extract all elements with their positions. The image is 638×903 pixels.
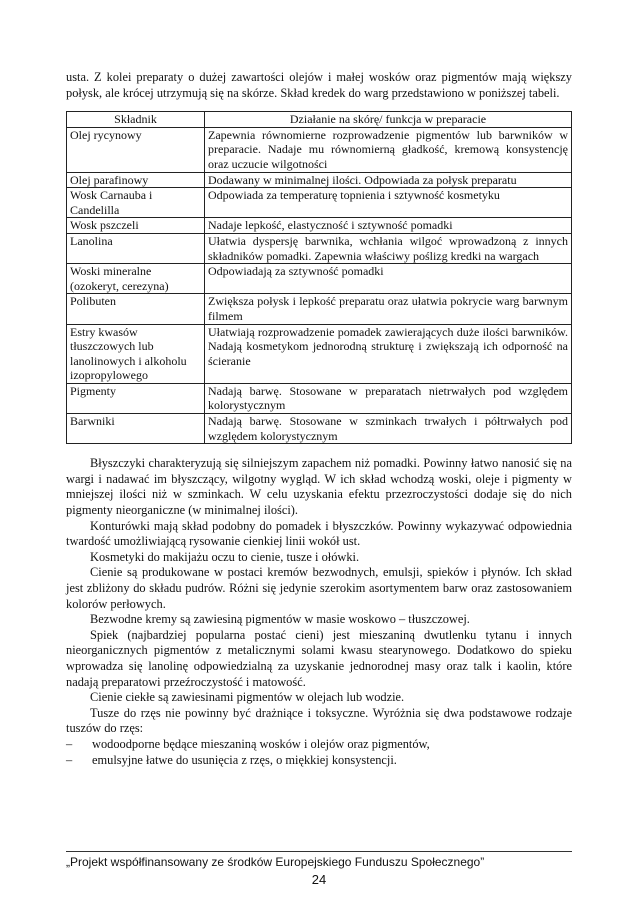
ingredient-cell: Wosk Carnauba i Candelilla [67, 188, 205, 218]
ingredient-cell: Estry kwasów tłuszczowych lub lanolinowych i alkoholu izopropylowego [67, 324, 205, 383]
body-paragraph: Błyszczyki charakteryzują się silniejszym zapachem niż pomadki. Powinny łatwo nanosić się na wargi i nadawać im błyszczący, wilgotny wygląd. W ich skład wchodzą woski, oleje i pigmenty w mniejszej ilości niż w szminkach. W celu uzyskania efektu przezroczystości dodaje się do nich pigmenty nieorganiczne (w minimalnej ilości). [66, 456, 572, 518]
ingredient-cell: Wosk pszczeli [67, 218, 205, 234]
function-cell: Ułatwiają rozprowadzenie pomadek zawierających duże ilości barwników. Nadają kosmetykom jednorodną strukturę i zwiększają ich odporność na ścieranie [205, 324, 572, 383]
ingredient-cell: Lanolina [67, 233, 205, 263]
list-item-text: wodoodporne będące mieszaniną wosków i olejów oraz pigmentów, [92, 736, 430, 751]
body-paragraph: Cienie ciekłe są zawiesinami pigmentów w olejach lub wodzie. [90, 690, 405, 705]
table-row [67, 233, 572, 263]
function-cell: Zwiększa połysk i lepkość preparatu oraz ułatwia pokrycie warg barwnym filmem [205, 294, 572, 324]
function-cell: Zapewnia równomierne rozprowadzenie pigmentów lub barwników w preparacie. Nadaje mu równomierną gładkość, kremową konsystencję oraz uczucie wilgotności [205, 127, 572, 172]
body-paragraph: Tusze do rzęs nie powinny być drażniące i toksyczne. Wyróżnia się dwa podstawowe rodzaje tuszów do rzęs: [66, 705, 572, 736]
page-number: 24 [311, 872, 327, 887]
ingredient-cell: Pigmenty [67, 383, 205, 413]
table-row [67, 414, 572, 444]
ingredient-cell: Olej rycynowy [67, 127, 205, 172]
function-cell: Odpowiadają za sztywność pomadki [205, 264, 572, 294]
table-header-function: Działanie na skórę/ funkcja w preparacie [205, 112, 572, 128]
body-paragraph: Konturówki mają skład podobny do pomadek i błyszczków. Powinny wykazywać odpowiednia twardość umożliwiającą rysowanie cienkiej linii wokół ust. [66, 518, 572, 549]
list-dash: – [66, 736, 73, 751]
table-row [67, 294, 572, 324]
table-row [67, 383, 572, 413]
function-cell: Nadaje lepkość, elastyczność i sztywność pomadki [205, 218, 572, 234]
table-row [67, 324, 572, 383]
table-row [67, 172, 572, 188]
list-dash: – [66, 752, 73, 767]
footer-divider [66, 851, 572, 852]
body-paragraph: Bezwodne kremy są zawiesiną pigmentów w masie woskowo – tłuszczowej. [90, 612, 470, 627]
table-header-ingredient: Składnik [67, 112, 205, 128]
ingredient-cell: Polibuten [67, 294, 205, 324]
table-row [67, 188, 572, 218]
table-row [67, 218, 572, 234]
intro-paragraph: usta. Z kolei preparaty o dużej zawartości olejów i małej wosków oraz pigmentów mają większy połysk, ale krócej utrzymują się na skórze. Skład kredek do warg przedstawiono w poniższej tabeli. [66, 70, 572, 100]
function-cell: Odpowiada za temperaturę topnienia i sztywność kosmetyku [205, 188, 572, 218]
function-cell: Nadają barwę. Stosowane w szminkach trwałych i półtrwałych pod względem kolorystycznym [205, 414, 572, 444]
list-item [66, 737, 572, 753]
document-page [66, 70, 572, 768]
ingredients-table [66, 111, 572, 444]
function-cell: Ułatwia dyspersję barwnika, wchłania wilgoć wprowadzoną z innych składników pomadki. Zapewnia właściwy poślizg kredki na wargach [205, 233, 572, 263]
list-item-text: emulsyjne łatwe do usunięcia z rzęs, o miękkiej konsystencji. [92, 752, 397, 767]
function-cell: Dodawany w minimalnej ilości. Odpowiada za połysk preparatu [205, 172, 572, 188]
ingredient-cell: Olej parafinowy [67, 172, 205, 188]
ingredient-cell: Barwniki [67, 414, 205, 444]
body-paragraph: Kosmetyki do makijażu oczu to cienie, tusze i ołówki. [90, 549, 360, 564]
list-item [66, 753, 572, 769]
footer-text: „Projekt współfinansowany ze środków Europejskiego Funduszu Społecznego” [66, 855, 485, 869]
table-row [67, 264, 572, 294]
table-row [67, 127, 572, 172]
body-paragraph: Spiek (najbardziej popularna postać cieni) jest mieszaniną dwutlenku tytanu i innych nieorganicznych pigmentów z metalicznymi solami kwasu stearynowego. Dodatkowo do spieku wprowadza się lanolinę odpowiedzialną za uzyskanie jednorodnej masy oraz talk i kaolin, które nadają preparatowi przeźroczystość i matowość. [66, 627, 572, 689]
body-paragraph: Cienie są produkowane w postaci kremów bezwodnych, emulsji, spieków i płynów. Ich skład jest zbliżony do składu pudrów. Różni się jedynie szerokim asortymentem barw oraz zastosowaniem kolorów perłowych. [66, 565, 572, 611]
function-cell: Nadają barwę. Stosowane w preparatach nietrwałych pod względem kolorystycznym [205, 383, 572, 413]
ingredient-cell: Woski mineralne (ozokeryt, cerezyna) [67, 264, 205, 294]
table-header-row [67, 112, 572, 128]
